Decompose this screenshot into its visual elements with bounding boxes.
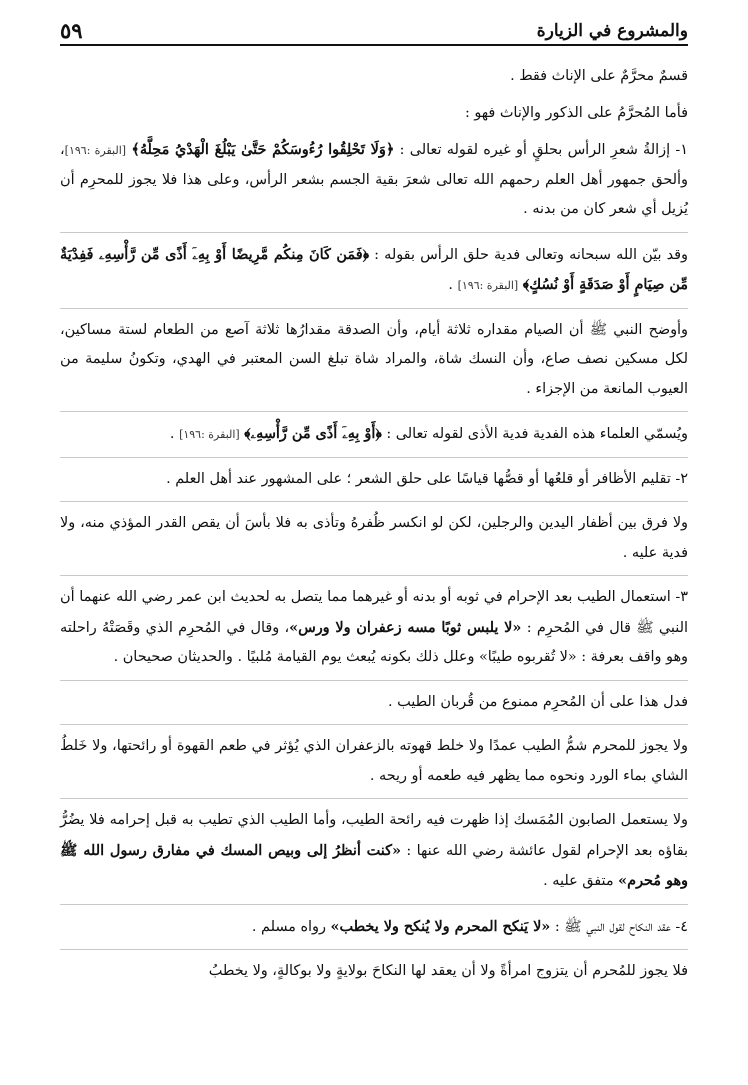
divider — [60, 680, 688, 681]
divider — [60, 232, 688, 233]
paragraph: ولا فرق بين أظفار اليدين والرجلين، لكن لو انكسر ظُفرهُ وتأذى به فلا بأسَ أن يقص القدر المؤذي منه، ولا فدية عليه . — [60, 515, 688, 561]
divider — [60, 501, 688, 502]
divider — [60, 411, 688, 412]
running-title: والمشروع في الزيارة — [536, 21, 688, 41]
paragraph: ١- إزالةُ شعرِ الرأس بحلقٍ أو غيره لقوله تعالى : ﴿وَلَا تَحْلِقُوا رُءُوسَكُمْ حَتَّىٰ يَبْلُغَ الْهَدْيُ مَحِلَّهُ﴾ [البقرة :١٩٦]، وألحق جمهور أهل العلم رحمهم الله تعالى شعرَ بقية الجسم بشعر الرأس، وعلى هذا فلا يجوز للمحرِم أن يُزيل أي شعر كان من بدنه . — [60, 141, 689, 217]
paragraph: فلا يجوز للمُحرم أن يتزوج امرأةً ولا أن يعقد لها النكاحَ بولايةٍ ولا بوكالةٍ، ولا يخطبُ — [208, 963, 688, 979]
divider — [60, 724, 688, 725]
hadith-quote: «لا يَنكح المحرم ولا يُنكح ولا يخطب» — [330, 917, 551, 935]
quran-verse: ﴿فَمَن كَانَ مِنكُم مَّرِيضًا أَوْ بِهِۦٓ أَذًى مِّن رَّأْسِهِۦ فَفِدْيَةٌ مِّن صِيَامٍ أَوْ صَدَقَةٍ أَوْ نُسُكٍ﴾ — [60, 245, 688, 293]
paragraph: ٢- تقليم الأظافر أو قلعُها أو قصُّها قياسًا على حلق الشعر ؛ على المشهور عند أهل العلم . — [166, 470, 688, 487]
page-number: ٥٩ — [60, 18, 83, 43]
paragraph: ٣- استعمال الطيب بعد الإحرام في ثوبه أو بدنه أو غيرهما مما يتصل به لحديث ابن عمر رضي الله عنهما أن النبي ﷺ قال في المُحرِم : «لا يلبس ثوبًا مسه زعفران ولا ورس»، وقال في المُحرِم الذي وقَصَتْهُ راحلته وهو واقف بعرفة : «لا تُقربوه طيبًا» وعلل ذلك بكونه يُبعث يوم القيامة مُلبيًا . والحديثان صحيحان . — [60, 589, 688, 665]
divider — [60, 798, 688, 799]
quran-verse: ﴿أَوْ بِهِۦٓ أَذًى مِّن رَّأْسِهِۦ﴾ — [244, 425, 382, 442]
paragraph: قسمٌ محرَّمٌ على الإناث فقط . — [510, 68, 688, 84]
paragraph: ولا يجوز للمحرم شمُّ الطيب عمدًا ولا خلط قهوته بالزعفران الذي يُؤثر في طعم القهوة أو رائحتها، ولا خَلطُ الشاي بماء الورد ونحوه مما يظهر فيه طعمه أو ريحه . — [60, 738, 688, 784]
divider — [60, 949, 688, 950]
page-header — [60, 14, 688, 46]
divider — [60, 575, 688, 576]
paragraph: وقد بيّن الله سبحانه وتعالى فدية حلق الرأس بقوله : ﴿فَمَن كَانَ مِنكُم مَّرِيضًا أَوْ بِهِۦٓ أَذًى مِّن رَّأْسِهِۦ فَفِدْيَةٌ مِّن صِيَامٍ أَوْ صَدَقَةٍ أَوْ نُسُكٍ﴾ [البقرة :١٩٦] . — [60, 245, 689, 293]
verse-reference: [البقرة :١٩٦] — [64, 144, 127, 157]
divider — [60, 308, 688, 309]
quran-verse: ﴿وَلَا تَحْلِقُوا رُءُوسَكُمْ حَتَّىٰ يَبْلُغَ الْهَدْيُ مَحِلَّهُ﴾ — [131, 141, 395, 158]
divider — [60, 457, 688, 458]
paragraph: فدل هذا على أن المُحرِم ممنوع من قُربان الطيب . — [387, 693, 688, 710]
paragraph: فأما المُحرَّمُ على الذكور والإناث فهو : — [464, 104, 688, 121]
divider — [60, 904, 688, 905]
hadith-quote: «كنت أنظرُ إلى وبيص المسك في مفارق رسول الله ﷺ وهو مُحرم» — [60, 841, 688, 889]
paragraph: وأوضح النبي ﷺ أن الصيام مقداره ثلاثة أيام، وأن الصدقة مقدارُها ثلاثة آصع من الطعام لستة مساكين، لكل مسكين نصف صاع، وأن النسك شاة، والمراد شاة تبلغ السن المعتبر في الهدي، وتكونُ سليمة من العيوب المانعة من الإجزاء . — [60, 321, 688, 397]
paragraph: ٤- عقد النكاح لقول النبي ﷺ : «لا يَنكح المحرم ولا يُنكح ولا يخطب» رواه مسلم . — [251, 917, 688, 935]
verse-reference: [البقرة :١٩٦] — [457, 279, 519, 292]
paragraph: ويُسمّي العلماء هذه الفدية فدية الأذى لقوله تعالى : ﴿أَوْ بِهِۦٓ أَذًى مِّن رَّأْسِهِۦ﴾ [البقرة :١٩٦] . — [169, 425, 688, 442]
verse-reference: [البقرة :١٩٦] — [179, 428, 240, 441]
paragraph: ولا يستعمل الصابون المُمَسك إذا ظهرت فيه رائحة الطيب، وأما الطيب الذي تطيب به قبل إحرامه فلا يضُرُّ بقاؤه بعد الإحرام لقول عائشة رضي الله عنها : «كنت أنظرُ إلى وبيص المسك في مفارق رسول الله ﷺ وهو مُحرم» متفق عليه . — [60, 812, 689, 889]
hadith-quote: «لا يلبس ثوبًا مسه زعفران ولا ورس» — [289, 618, 522, 636]
page-body — [60, 62, 688, 1075]
